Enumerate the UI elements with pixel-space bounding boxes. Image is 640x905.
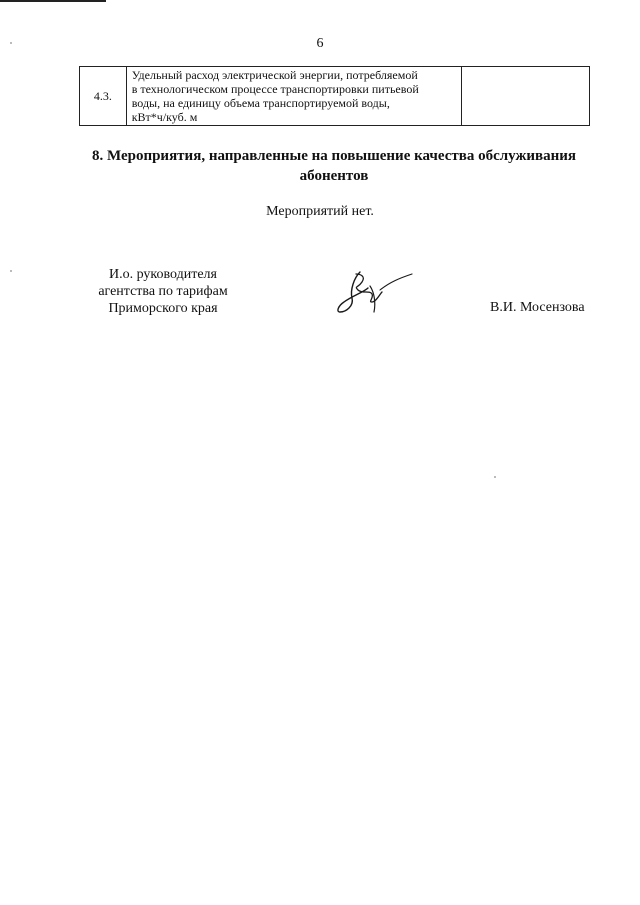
description-line: кВт*ч/куб. м [131, 110, 198, 124]
section-heading [60, 146, 608, 186]
description-line: Удельный расход электрической энергии, потребляемой [131, 68, 418, 82]
section-heading-line: 8. Мероприятия, направленные на повышение качества обслуживания [91, 148, 576, 164]
section-heading-line: абонентов [299, 168, 369, 184]
scan-speck [10, 270, 12, 272]
row-description-cell [126, 67, 462, 126]
description-line: в технологическом процессе транспортировки питьевой [131, 82, 419, 96]
signer-title-line: агентства по тарифам [98, 284, 228, 299]
handwritten-signature [334, 268, 414, 318]
description-line: воды, на единицу объема транспортируемой воды, [131, 96, 390, 110]
page-number: 6 [316, 36, 324, 51]
signer-title-line: Приморского края [108, 301, 218, 316]
row-number-cell: 4.3. [80, 67, 127, 126]
top-rule [0, 0, 106, 2]
signer-name: В.И. Мосензова [490, 300, 585, 315]
scan-speck [10, 42, 12, 44]
signer-title [68, 266, 258, 317]
row-value-cell [462, 67, 590, 126]
signer-title-line: И.о. руководителя [108, 267, 217, 282]
table-row [80, 67, 590, 126]
indicators-table [79, 66, 590, 126]
section-body-text: Мероприятий нет. [266, 204, 374, 219]
scan-speck [494, 476, 496, 478]
